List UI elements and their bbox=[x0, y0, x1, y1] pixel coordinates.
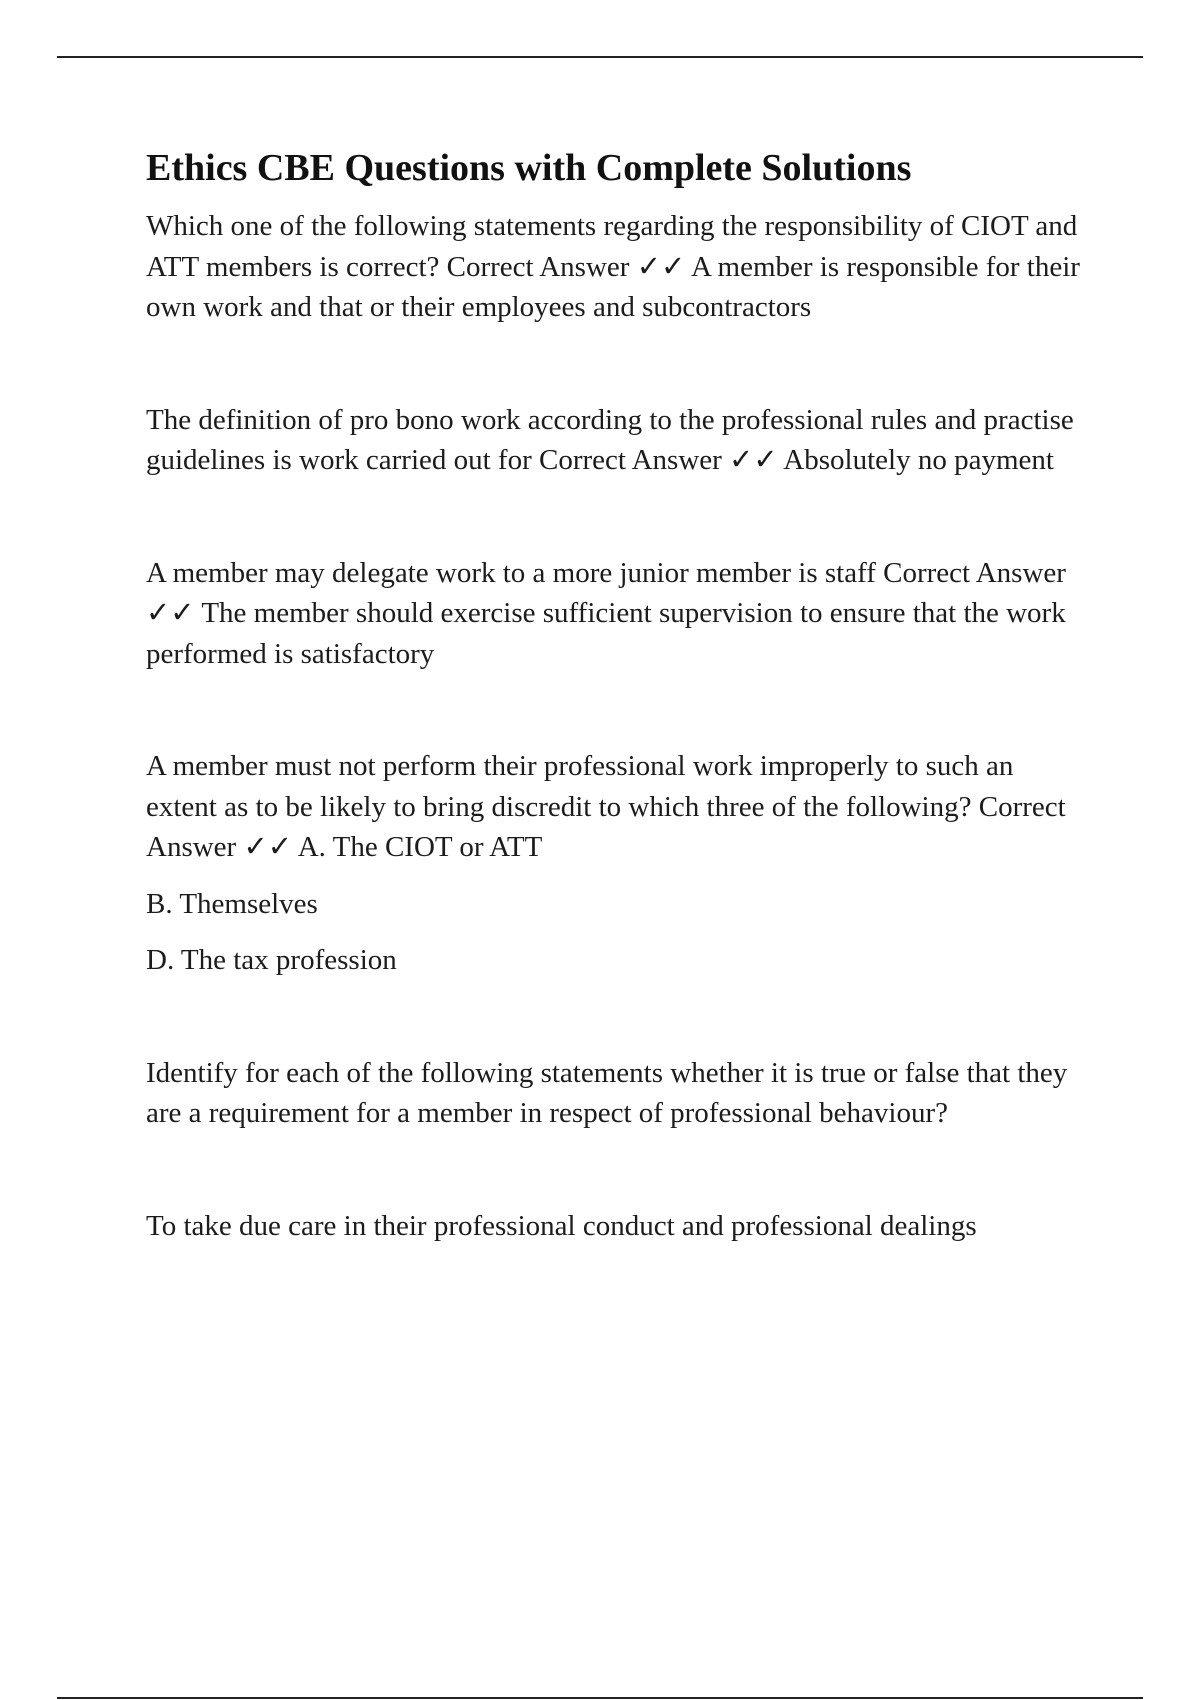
answer-option-paragraph: D. The tax profession bbox=[146, 944, 397, 976]
header-rule bbox=[57, 56, 1143, 58]
document-title: Ethics CBE Questions with Complete Solutions bbox=[146, 147, 912, 189]
statement-paragraph: To take due care in their professional conduct and professional dealings bbox=[146, 1209, 977, 1242]
question-paragraph: Which one of the following statements regarding the responsibility of CIOT and ATT members is correct? Correct Answer ✓✓ A member is responsible for their own work and that or their employees and subcontractors bbox=[146, 210, 1080, 323]
question-paragraph: Identify for each of the following statements whether it is true or false that they are a requirement for a member in respect of professional behaviour? bbox=[146, 1056, 1068, 1129]
question-paragraph: The definition of pro bono work according to the professional rules and practise guidelines is work carried out for Correct Answer ✓✓ Absolutely no payment bbox=[146, 403, 1074, 476]
question-paragraph: A member may delegate work to a more junior member is staff Correct Answer ✓✓ The member should exercise sufficient supervision to ensure that the work performed is satisfactory bbox=[146, 556, 1066, 670]
answer-option-paragraph: B. Themselves bbox=[146, 887, 318, 920]
footer-rule bbox=[57, 1697, 1143, 1699]
question-paragraph: A member must not perform their professional work improperly to such an extent as to be likely to bring discredit to which three of the following? Correct Answer ✓✓ A. The CIOT or ATT bbox=[146, 750, 1066, 863]
document-body bbox=[146, 140, 1086, 1246]
